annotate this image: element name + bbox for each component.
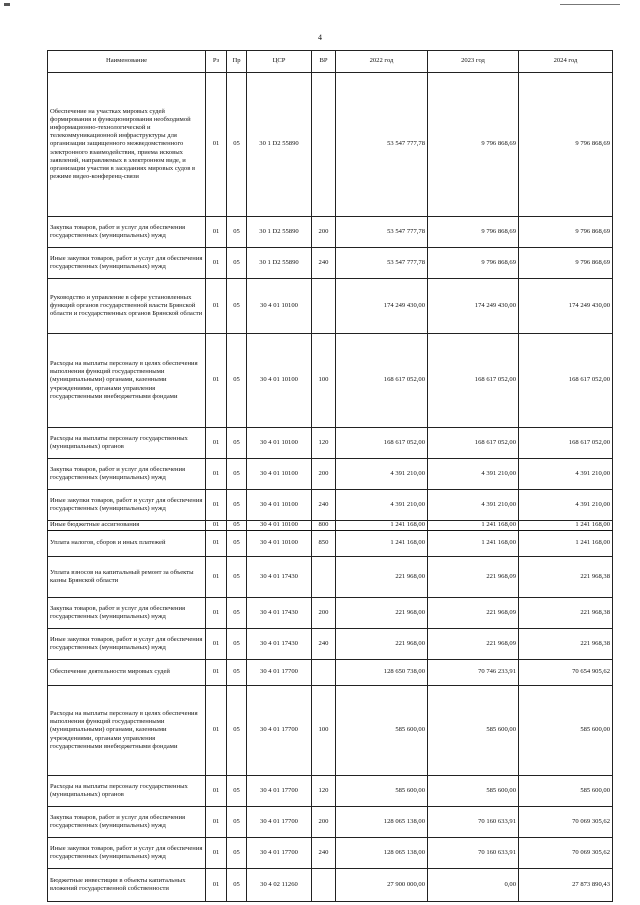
cell-csr: 30 4 01 17700 [247,686,312,776]
cell-y2023: 174 249 430,00 [428,279,519,334]
cell-y2022: 221 968,00 [336,629,428,660]
cell-y2023: 1 241 168,00 [428,531,519,557]
cell-pr: 05 [227,521,247,531]
cell-rz: 01 [206,660,227,686]
cell-vr: 240 [312,629,336,660]
cell-vr: 100 [312,334,336,428]
cell-pr: 05 [227,334,247,428]
cell-name: Иные закупки товаров, работ и услуг для обеспечения государственных (муниципальных) нужд [48,838,206,869]
table-row [48,629,613,660]
cell-csr: 30 4 01 17700 [247,660,312,686]
cell-pr: 05 [227,557,247,598]
cell-vr: 240 [312,248,336,279]
cell-csr: 30 4 01 17430 [247,557,312,598]
cell-y2023: 70 160 633,91 [428,838,519,869]
cell-y2022: 221 968,00 [336,598,428,629]
cell-y2022: 168 617 052,00 [336,334,428,428]
cell-vr: 240 [312,838,336,869]
table-row [48,869,613,902]
cell-y2022: 53 547 777,78 [336,73,428,217]
header-2022: 2022 год [336,51,428,73]
table-body [48,73,613,902]
cell-y2022: 128 065 138,00 [336,838,428,869]
cell-name: Иные бюджетные ассигнования [48,521,206,531]
cell-y2022: 4 391 210,00 [336,459,428,490]
cell-csr: 30 1 D2 55890 [247,73,312,217]
cell-y2022: 168 617 052,00 [336,428,428,459]
cell-pr: 05 [227,686,247,776]
header-vr: ВР [312,51,336,73]
cell-y2023: 4 391 210,00 [428,490,519,521]
cell-csr: 30 1 D2 55890 [247,248,312,279]
table-row [48,217,613,248]
table-row [48,660,613,686]
cell-csr: 30 4 01 10100 [247,279,312,334]
scan-mark [4,3,10,6]
cell-csr: 30 4 01 17700 [247,776,312,807]
cell-name: Обеспечение на участках мировых судей формирования и функционирования необходимой информационно-технологической и телекоммуникационной инфраструктуры для организации защищенного межведомственного электронного взаимодействия, приема исковых заявлений, направляемых в электронном виде, и организации участия в заседаниях мировых судов в режиме видео-конференц-связи [48,73,206,217]
cell-y2024: 585 600,00 [519,776,613,807]
cell-csr: 30 4 01 17430 [247,629,312,660]
cell-y2022: 4 391 210,00 [336,490,428,521]
cell-y2024: 221 968,38 [519,629,613,660]
cell-pr: 05 [227,531,247,557]
cell-name: Руководство и управление в сфере установленных функций органов государственной власти Брянской области и государственных органов Брянской области [48,279,206,334]
cell-vr [312,869,336,902]
cell-y2024: 168 617 052,00 [519,334,613,428]
cell-y2023: 221 968,09 [428,557,519,598]
cell-rz: 01 [206,521,227,531]
cell-y2023: 168 617 052,00 [428,334,519,428]
cell-csr: 30 1 D2 55890 [247,217,312,248]
cell-y2023: 9 796 868,69 [428,217,519,248]
cell-vr: 120 [312,776,336,807]
cell-name: Уплата налогов, сборов и иных платежей [48,531,206,557]
cell-rz: 01 [206,776,227,807]
cell-rz: 01 [206,629,227,660]
cell-y2024: 221 968,38 [519,557,613,598]
cell-y2022: 53 547 777,78 [336,217,428,248]
cell-y2023: 168 617 052,00 [428,428,519,459]
cell-vr: 200 [312,217,336,248]
cell-csr: 30 4 01 10100 [247,428,312,459]
header-csr: ЦСР [247,51,312,73]
cell-y2022: 1 241 168,00 [336,531,428,557]
cell-y2022: 221 968,00 [336,557,428,598]
cell-y2024: 27 873 890,43 [519,869,613,902]
cell-pr: 05 [227,428,247,459]
cell-y2024: 221 968,38 [519,598,613,629]
table-row [48,807,613,838]
header-row [48,51,613,73]
cell-y2022: 27 900 000,00 [336,869,428,902]
cell-rz: 01 [206,531,227,557]
cell-y2022: 585 600,00 [336,776,428,807]
cell-vr [312,73,336,217]
cell-y2022: 1 241 168,00 [336,521,428,531]
cell-name: Закупка товаров, работ и услуг для обеспечения государственных (муниципальных) нужд [48,807,206,838]
cell-pr: 05 [227,660,247,686]
header-pr: Пр [227,51,247,73]
cell-y2022: 585 600,00 [336,686,428,776]
cell-pr: 05 [227,629,247,660]
cell-pr: 05 [227,776,247,807]
cell-y2024: 168 617 052,00 [519,428,613,459]
cell-y2022: 174 249 430,00 [336,279,428,334]
cell-y2023: 70 160 633,91 [428,807,519,838]
cell-pr: 05 [227,598,247,629]
cell-vr: 800 [312,521,336,531]
header-2024: 2024 год [519,51,613,73]
cell-rz: 01 [206,686,227,776]
cell-vr: 100 [312,686,336,776]
table-row [48,557,613,598]
cell-y2024: 9 796 868,69 [519,217,613,248]
cell-pr: 05 [227,490,247,521]
cell-csr: 30 4 01 17700 [247,807,312,838]
cell-vr [312,557,336,598]
cell-y2023: 221 968,09 [428,598,519,629]
table-row [48,248,613,279]
cell-rz: 01 [206,598,227,629]
cell-vr: 850 [312,531,336,557]
cell-name: Закупка товаров, работ и услуг для обеспечения государственных (муниципальных) нужд [48,598,206,629]
cell-name: Закупка товаров, работ и услуг для обеспечения государственных (муниципальных) нужд [48,217,206,248]
cell-csr: 30 4 01 10100 [247,490,312,521]
table-row [48,490,613,521]
cell-pr: 05 [227,807,247,838]
cell-vr [312,279,336,334]
cell-name: Обеспечение деятельности мировых судей [48,660,206,686]
top-rule [560,4,620,5]
cell-csr: 30 4 01 10100 [247,459,312,490]
cell-name: Закупка товаров, работ и услуг для обеспечения государственных (муниципальных) нужд [48,459,206,490]
cell-name: Расходы на выплаты персоналу в целях обеспечения выполнения функций государственными (муниципальными) органами, казенными учреждениями, органами управления государственными внебюджетными фондами [48,686,206,776]
cell-vr: 120 [312,428,336,459]
cell-name: Расходы на выплаты персоналу в целях обеспечения выполнения функций государственными (муниципальными) органами, казенными учреждениями, органами управления государственными внебюджетными фондами [48,334,206,428]
cell-y2024: 4 391 210,00 [519,459,613,490]
cell-y2023: 9 796 868,69 [428,73,519,217]
table-row [48,531,613,557]
cell-y2022: 128 650 738,00 [336,660,428,686]
cell-name: Расходы на выплаты персоналу государственных (муниципальных) органов [48,776,206,807]
cell-y2024: 174 249 430,00 [519,279,613,334]
cell-rz: 01 [206,248,227,279]
cell-rz: 01 [206,490,227,521]
cell-rz: 01 [206,217,227,248]
header-2023: 2023 год [428,51,519,73]
header-name: Наименование [48,51,206,73]
cell-rz: 01 [206,459,227,490]
cell-pr: 05 [227,73,247,217]
cell-rz: 01 [206,869,227,902]
table-row [48,521,613,531]
cell-vr: 200 [312,459,336,490]
cell-csr: 30 4 01 10100 [247,531,312,557]
cell-pr: 05 [227,459,247,490]
cell-rz: 01 [206,334,227,428]
cell-vr: 240 [312,490,336,521]
cell-y2024: 9 796 868,69 [519,248,613,279]
cell-pr: 05 [227,869,247,902]
header-rz: Рз [206,51,227,73]
cell-rz: 01 [206,807,227,838]
cell-csr: 30 4 02 11260 [247,869,312,902]
cell-rz: 01 [206,73,227,217]
table-row [48,598,613,629]
cell-y2024: 1 241 168,00 [519,531,613,557]
cell-csr: 30 4 01 10100 [247,334,312,428]
cell-y2023: 70 746 233,91 [428,660,519,686]
budget-table [47,50,613,902]
cell-name: Иные закупки товаров, работ и услуг для обеспечения государственных (муниципальных) нужд [48,629,206,660]
table-row [48,428,613,459]
cell-name: Уплата взносов на капитальный ремонт за объекты казны Брянской области [48,557,206,598]
table-row [48,776,613,807]
cell-name: Иные закупки товаров, работ и услуг для обеспечения государственных (муниципальных) нужд [48,490,206,521]
table-row [48,279,613,334]
cell-y2024: 585 600,00 [519,686,613,776]
table-row [48,838,613,869]
cell-y2024: 70 654 905,62 [519,660,613,686]
cell-rz: 01 [206,838,227,869]
cell-y2023: 1 241 168,00 [428,521,519,531]
cell-name: Бюджетные инвестиции в объекты капитальных вложений государственной собственности [48,869,206,902]
cell-pr: 05 [227,217,247,248]
cell-y2023: 4 391 210,00 [428,459,519,490]
cell-y2024: 4 391 210,00 [519,490,613,521]
cell-y2023: 221 968,09 [428,629,519,660]
table-row [48,459,613,490]
cell-csr: 30 4 01 17700 [247,838,312,869]
cell-vr [312,660,336,686]
cell-y2024: 1 241 168,00 [519,521,613,531]
cell-name: Иные закупки товаров, работ и услуг для обеспечения государственных (муниципальных) нужд [48,248,206,279]
cell-y2023: 9 796 868,69 [428,248,519,279]
table-row [48,334,613,428]
cell-csr: 30 4 01 10100 [247,521,312,531]
cell-rz: 01 [206,557,227,598]
cell-y2023: 585 600,00 [428,686,519,776]
cell-y2023: 0,00 [428,869,519,902]
cell-pr: 05 [227,279,247,334]
cell-csr: 30 4 01 17430 [247,598,312,629]
cell-pr: 05 [227,248,247,279]
table-row [48,73,613,217]
cell-y2024: 70 069 305,62 [519,807,613,838]
cell-y2023: 585 600,00 [428,776,519,807]
cell-pr: 05 [227,838,247,869]
cell-vr: 200 [312,807,336,838]
cell-rz: 01 [206,279,227,334]
cell-rz: 01 [206,428,227,459]
cell-name: Расходы на выплаты персоналу государственных (муниципальных) органов [48,428,206,459]
cell-y2024: 70 069 305,62 [519,838,613,869]
cell-y2022: 128 065 138,00 [336,807,428,838]
page-number: 4 [318,33,322,42]
cell-y2024: 9 796 868,69 [519,73,613,217]
cell-vr: 200 [312,598,336,629]
cell-y2022: 53 547 777,78 [336,248,428,279]
table-row [48,686,613,776]
